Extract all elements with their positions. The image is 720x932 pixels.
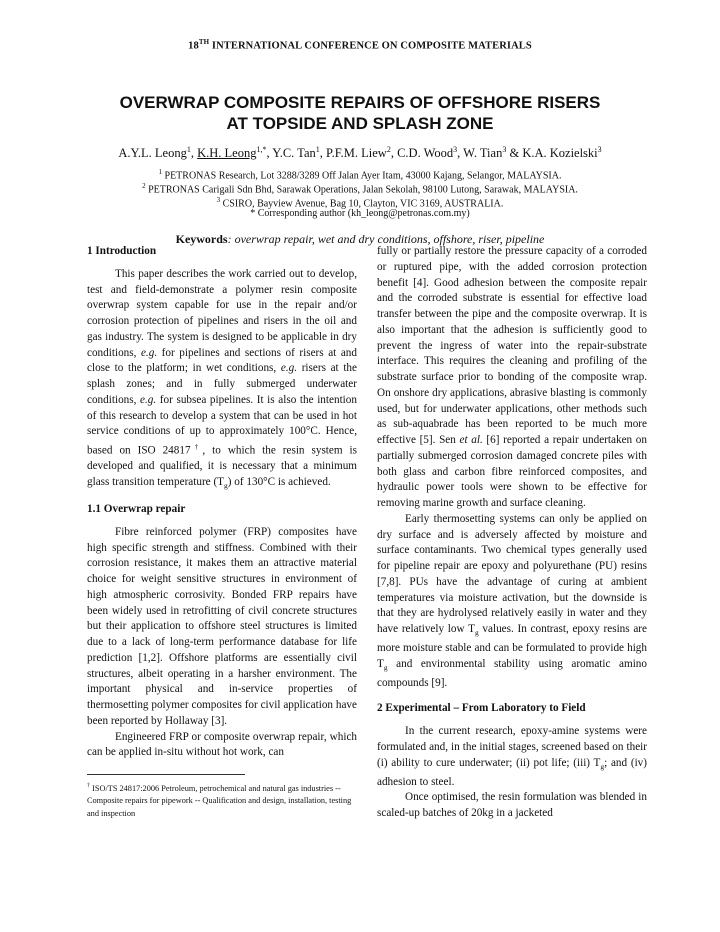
author: Y.C. Tan (272, 146, 316, 161)
affiliation-1: $^1$ PETRONAS Research, Lot 3288/3289 Off Jalan Ayer Itam, 43000 Kajang, Selangor, MALAYSIA. (158, 168, 562, 182)
author: P.F.M. Liew (326, 146, 387, 161)
overwrap-paragraph-1: Fibre reinforced polymer (FRP) composites have high specific strength and stiffness. Combined with their corrosion resistance, it makes them an attractive material choice for weight sensitive structures in environment of high atmospheric corrosivity. Bonded FRP repairs have been widely used in retrofitting of civil concrete structures but their application to offshore steel structures is limited due to a lack of long-term performance database for life prediction [1,2]. Offshore platforms are essentially civil structures, albeit operating in a harsher environment. The important physical and in-service properties of thermosetting polymer composites for civil application have been reported by Hollaway [3]. (87, 525, 357, 727)
title-line-1: OVERWRAP COMPOSITE REPAIRS OF OFFSHORE RISERS (119, 93, 601, 112)
intro-paragraph: This paper describes the work carried out to develop, test and field-demonstrate a polymer resin composite overwrap system capable for use in the repair and/or corrosion protection of pipelines and risers in the oil and gas industry. The system is designed to be applicable in dry conditions, e.g. for pipelines and sections of risers at and close to the platform; in wet conditions, e.g. risers at the splash zones; and in fully submerged underwater conditions, e.g. for subsea pipelines. It is also the intention of this research to develop a system that can be used in hot service conditions of up to approximately 100°C. Hence, based on ISO 24817†, to which the resin system is developed and qualified, it is necessary that a minimum glass transition temperature $(T_g)$ of 130°C is achieved. (87, 267, 358, 491)
footnote: † ISO/TS 24817:2006 Petroleum, petrochemical and natural gas industries -- Composite repairs for pipework -- Qualification and design, installation, testing and inspection (87, 783, 352, 818)
paper-title (60, 92, 660, 134)
author-corresponding: K.H. Leong (197, 146, 257, 161)
author-list: A.Y.L. Leong$^1$, K.H. Leong$^{1,*}$, Y.C. Tan$^1$, P.F.M. Liew$^2$, C.D. Wood$^3$, W. Tian$^3$ & K.A. Kozielski$^3$ (118, 145, 602, 161)
affiliation-3: $^3$ CSIRO, Bayview Avenue, Bag 10, Clayton, VIC 3169, AUSTRALIA. (216, 196, 504, 210)
overwrap-paragraph-2: Engineered FRP or composite overwrap repair, which can be applied in-situ without hot work, can (87, 730, 357, 759)
right-column (377, 244, 647, 822)
keywords: Keywords: overwrap repair, wet and dry conditions, offshore, riser, pipeline (175, 232, 545, 246)
author: K.A. Kozielski (522, 146, 598, 161)
left-column (87, 244, 357, 761)
author: W. Tian (463, 146, 503, 161)
conference-header: 18TH INTERNATIONAL CONFERENCE ON COMPOSITE MATERIALS (188, 38, 532, 52)
section-heading-overwrap-repair: 1.1 Overwrap repair (87, 503, 186, 516)
section-heading-experimental: 2 Experimental – From Laboratory to Field (377, 702, 586, 715)
experimental-paragraph-2: Once optimised, the resin formulation was blended in scaled-up batches of 20kg in a jacketed (377, 791, 647, 820)
corresponding-author: * Corresponding author (kh_leong@petronas.com.my) (250, 208, 470, 219)
author: A.Y.L. Leong (118, 146, 187, 161)
section-heading-introduction: 1 Introduction (87, 245, 157, 257)
experimental-paragraph-1: In the current research, epoxy-amine systems were formulated and, in the initial stages, screened based on their (i) ability to cure underwater; (ii) pot life; (iii) $T_g$; and (iv) adhesion to steel. (377, 725, 647, 788)
continued-paragraph: fully or partially restore the pressure capacity of a corroded or ruptured pipe, with the added corrosion protection benefit [4]. Good adhesion between the composite repair and the corroded substrate is essential for effective load transfer between the pipe and the composite overwrap. It is also important that the adhesion is sufficiently good to prevent the ingress of water into the repair-substrate interface. This requires the cleaning and profiling of the substrate surface prior to bonding of the composite wrap. On onshore dry applications, abrasive blasting is commonly used, but for underwater applications, other methods such as sub-aquabrade has been reported to be much more effective [5]. Sen et al. [6] reported a repair undertaken on partially submerged corrosion damaged concrete piles with both glass and carbon fibre reinforced composites, and hydraulic power tools were shown to be effective for removing marine growth and surface cleaning. (377, 245, 647, 509)
footnote-rule (87, 774, 245, 775)
thermosetting-paragraph: Early thermosetting systems can only be applied on dry surface and is adversely affected by moisture and surface contaminants. Two chemical types generally used for pipeline repair are epoxy and polyurethane (PU) resins [7,8]. PUs have the advantage of curing at ambient temperatures via moisture activation, but the downside is that they are hydrolysed relatively easily in water and they have relatively low $T_g$ values. In contrast, epoxy resins are more moisture stable and can be formulated to provide high $T_g$ and environmental stability using aromatic amino compounds [9]. (377, 512, 647, 689)
author: C.D. Wood (397, 146, 454, 161)
title-line-2: AT TOPSIDE AND SPLASH ZONE (226, 114, 494, 133)
affiliation-2: $^2$ PETRONAS Carigali Sdn Bhd, Sarawak Operations, Jalan Sekolah, 98100 Lutong, Sarawak, MALAYSIA. (142, 182, 578, 196)
